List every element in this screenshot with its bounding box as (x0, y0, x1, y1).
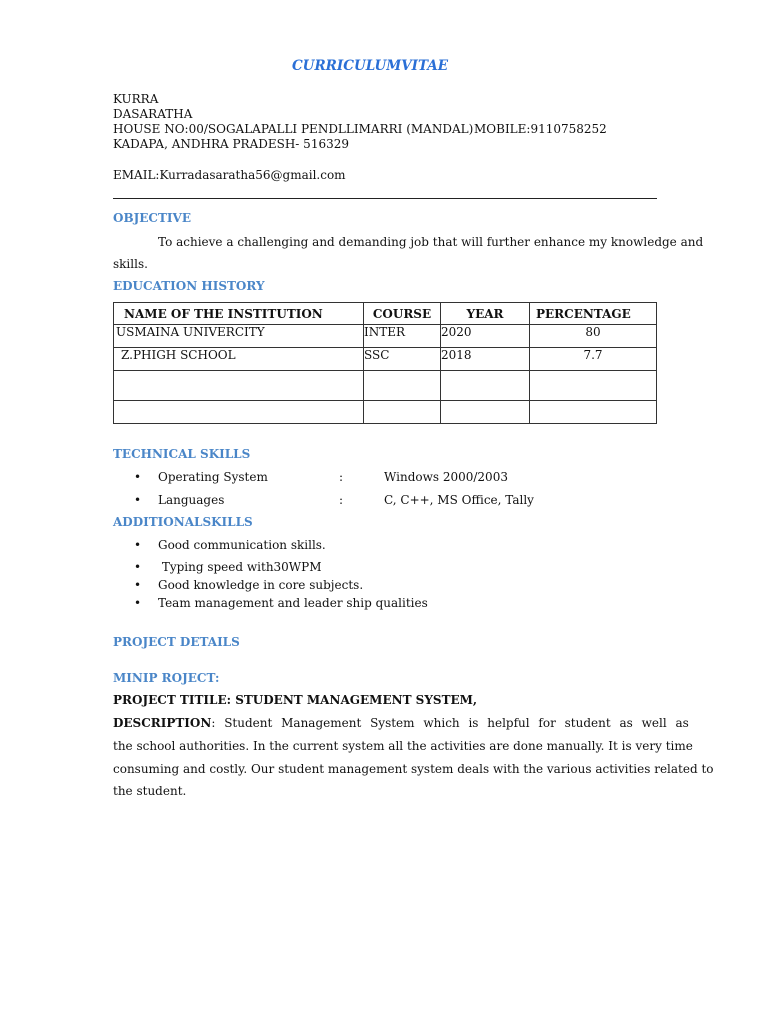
table-row (114, 371, 657, 401)
additional-skill-text: Good knowledge in core subjects. (158, 578, 364, 592)
objective-text-line-1: To achieve a challenging and demanding job that will further enhance my knowledge and (158, 235, 704, 249)
table-cell-percentage: 7.7 (530, 348, 657, 371)
column-header-course: COURSE (364, 303, 441, 325)
table-cell-course: INTER (364, 325, 441, 348)
table-cell-institution: Z.PHIGH SCHOOL (114, 348, 364, 371)
table-row (114, 325, 657, 348)
table-cell-institution: USMAINA UNIVERCITY (114, 325, 364, 348)
bullet-icon: • (134, 596, 142, 610)
table-cell-percentage (530, 401, 657, 424)
table-cell-institution (114, 401, 364, 424)
skill-value: Windows 2000/2003 (384, 470, 508, 484)
bullet-icon: • (134, 538, 142, 552)
additional-skill-text: Typing speed with30WPM (158, 560, 322, 574)
project-description-line-4: the student. (113, 784, 187, 798)
additional-skill-text: Team management and leader ship qualities (158, 596, 428, 610)
table-cell-percentage: 80 (530, 325, 657, 348)
document-title: CURRICULUMVITAE (291, 58, 449, 74)
table-row (114, 348, 657, 371)
table-header-row (114, 303, 657, 325)
table-cell-course (364, 401, 441, 424)
table-cell-year (441, 371, 530, 401)
name-line-2: DASARATHA (113, 107, 193, 121)
table-row (114, 401, 657, 424)
column-header-institution: NAME OF THE INSTITUTION (114, 303, 364, 325)
name-line-1: KURRA (113, 92, 159, 106)
objective-text-line-2: skills. (113, 257, 148, 271)
education-heading: EDUCATION HISTORY (113, 279, 265, 293)
table-cell-course (364, 371, 441, 401)
bullet-icon: • (134, 493, 142, 507)
address-line-1: HOUSE NO:00/SOGALAPALLI PENDLLIMARRI (MANDAL) (113, 122, 474, 136)
table-cell-year: 2020 (441, 325, 530, 348)
column-header-percentage: PERCENTAGE (530, 303, 657, 325)
project-description-line-1 (113, 716, 689, 730)
table-cell-year (441, 401, 530, 424)
address-line-2: KADAPA, ANDHRA PRADESH- 516329 (113, 137, 349, 151)
project-details-heading: PROJECT DETAILS (113, 635, 240, 649)
column-header-year: YEAR (441, 303, 530, 325)
description-label: DESCRIPTION (113, 716, 212, 730)
education-table (113, 302, 657, 424)
skill-separator: : (339, 470, 344, 484)
bullet-icon: • (134, 578, 142, 592)
bullet-icon: • (134, 470, 142, 484)
skill-label: Operating System (158, 470, 268, 484)
table-cell-institution (114, 371, 364, 401)
bullet-icon: • (134, 560, 142, 574)
table-cell-year: 2018 (441, 348, 530, 371)
skill-label: Languages (158, 493, 225, 507)
skill-separator: : (339, 493, 344, 507)
additional-skills-heading: ADDITIONALSKILLS (113, 515, 253, 529)
mobile-number: MOBILE:9110758252 (474, 122, 607, 136)
project-title: PROJECT TITILE: STUDENT MANAGEMENT SYSTEM, (113, 693, 478, 707)
mini-project-heading: MINIP ROJECT: (113, 671, 220, 685)
additional-skill-text: Good communication skills. (158, 538, 326, 552)
objective-heading: OBJECTIVE (113, 211, 191, 225)
table-cell-course: SSC (364, 348, 441, 371)
description-text: : Student Management System which is helpful for student as well as (211, 716, 689, 730)
project-description-line-2: the school authorities. In the current system all the activities are done manually. It is very time (113, 739, 693, 753)
table-cell-percentage (530, 371, 657, 401)
email-address: EMAIL:Kurradasaratha56@gmail.com (113, 168, 346, 182)
technical-skills-heading: TECHNICAL SKILLS (113, 447, 251, 461)
header-divider (113, 198, 657, 199)
skill-value: C, C++, MS Office, Tally (384, 493, 534, 507)
project-description-line-3: consuming and costly. Our student management system deals with the various activities related to (113, 762, 714, 776)
